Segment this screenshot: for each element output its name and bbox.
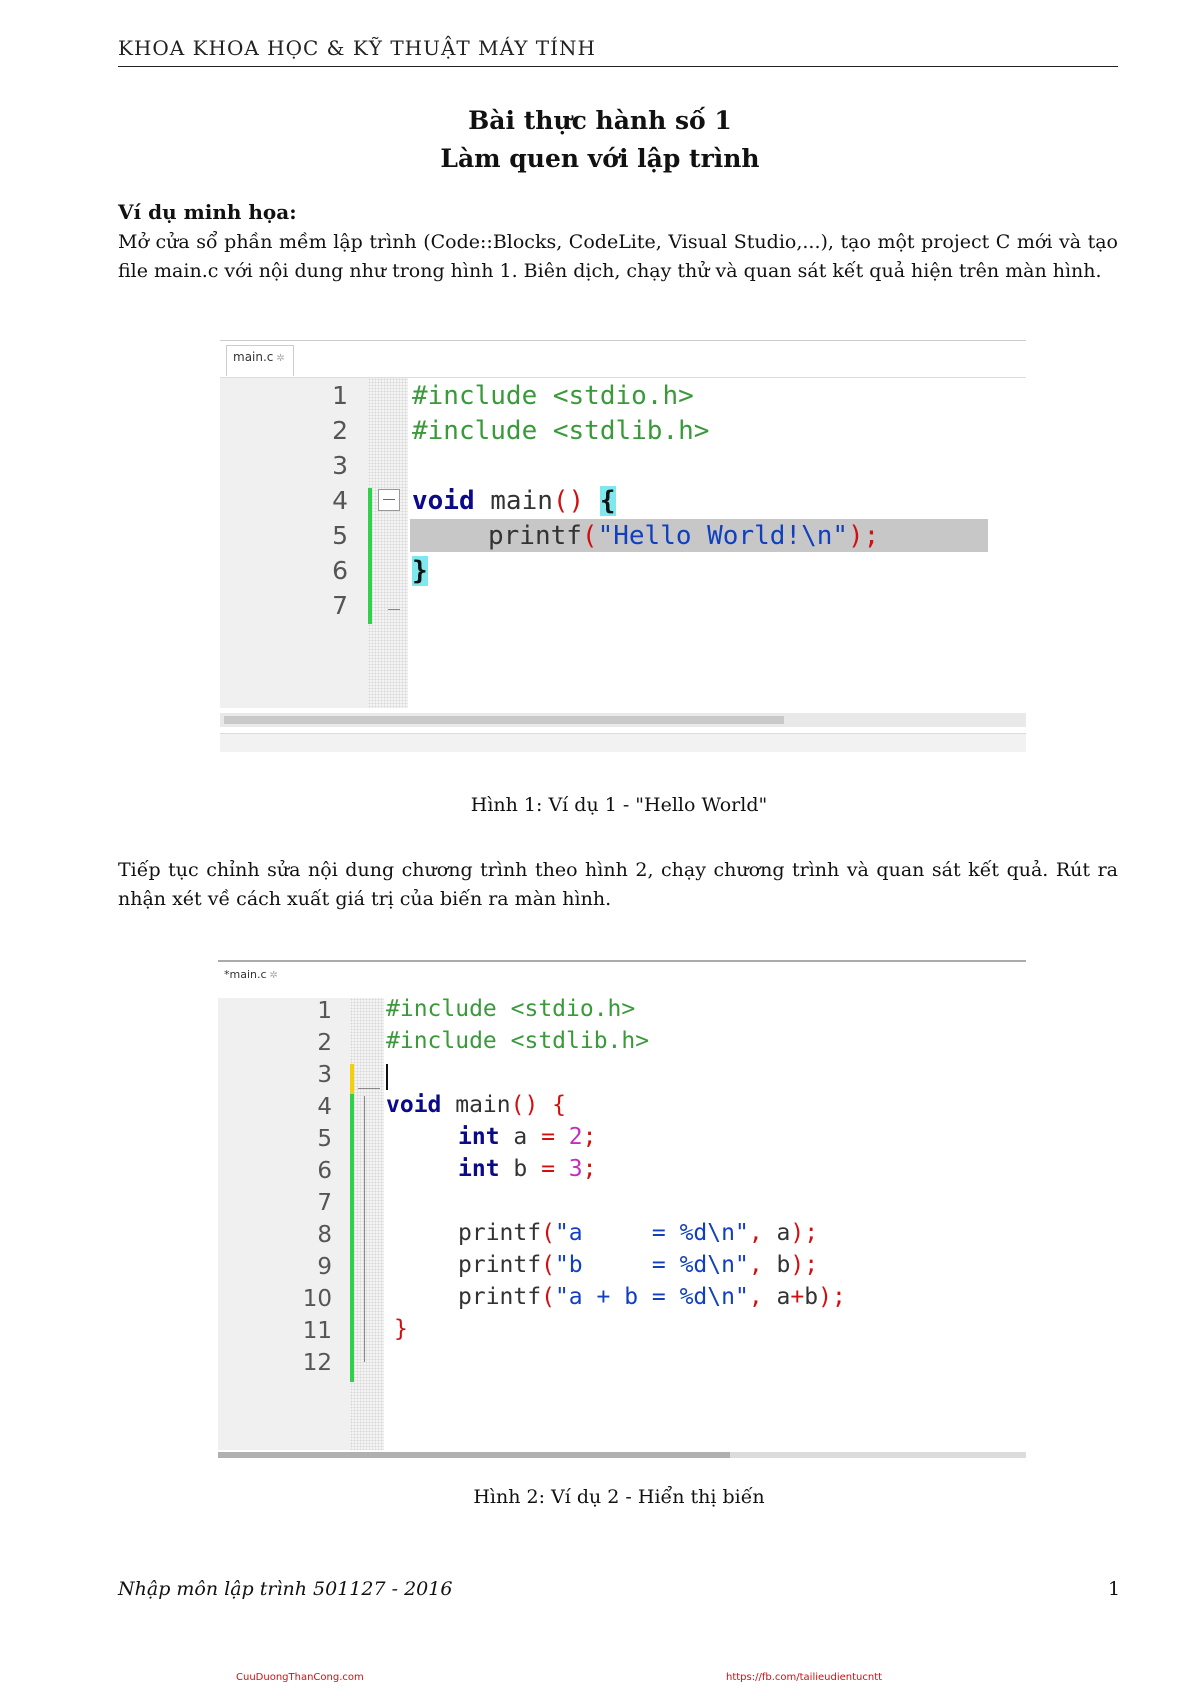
line-number: 3 — [317, 1062, 332, 1088]
fold-end-marker — [388, 609, 400, 610]
operator: = — [541, 1124, 555, 1150]
code-line-1[interactable]: #include <stdio.h> — [386, 996, 636, 1022]
line-number: 7 — [332, 591, 348, 620]
keyword: void — [412, 486, 475, 516]
operator: + — [790, 1284, 805, 1310]
comma: , — [748, 1220, 763, 1246]
brace-close: } — [394, 1316, 408, 1342]
tab-close-icon[interactable]: ✲ — [276, 353, 285, 364]
line-number: 6 — [317, 1158, 332, 1184]
code-line-4[interactable] — [412, 486, 616, 516]
function-name: printf — [458, 1220, 542, 1246]
argument: a — [762, 1220, 791, 1246]
keyword: int — [458, 1156, 500, 1182]
fold-guide-line — [364, 1096, 365, 1362]
scrollbar-thumb[interactable] — [218, 1452, 730, 1458]
change-marker — [350, 1094, 354, 1382]
editor-tabbar — [220, 341, 1026, 378]
variable: b — [499, 1156, 542, 1182]
paren-close: ); — [790, 1252, 819, 1278]
code-line-6[interactable] — [412, 556, 428, 586]
matched-brace-close: } — [412, 556, 428, 586]
code-line-5[interactable] — [488, 521, 879, 551]
header-rule — [118, 66, 1118, 67]
line-number: 1 — [317, 998, 332, 1024]
code-line-9[interactable] — [458, 1252, 818, 1278]
line-number: 4 — [317, 1094, 332, 1120]
line-number: 2 — [317, 1030, 332, 1056]
line-number: 7 — [317, 1190, 332, 1216]
function-name: printf — [458, 1252, 542, 1278]
function-name: main — [474, 486, 553, 516]
number-literal: 3 — [554, 1156, 583, 1182]
line-number: 10 — [302, 1286, 332, 1312]
string-literal: "b = %d\n" — [554, 1252, 749, 1278]
code-line-1[interactable]: #include <stdio.h> — [412, 381, 694, 411]
paren-open: ( — [581, 521, 598, 551]
fold-collapse-icon[interactable] — [378, 489, 400, 511]
code-editor-figure-1 — [220, 340, 1026, 767]
change-marker — [368, 488, 372, 624]
line-number: 11 — [302, 1318, 332, 1344]
line-number: 4 — [332, 486, 348, 515]
editor-tabbar — [218, 962, 1026, 992]
fold-margin — [350, 998, 384, 1450]
minus-icon — [383, 499, 395, 500]
figure-2-caption: Hình 2: Ví dụ 2 - Hiển thị biến — [473, 1486, 765, 1508]
tab-label: main.c — [233, 350, 274, 364]
argument: a — [762, 1284, 791, 1310]
function-name: main — [441, 1092, 511, 1118]
code-line-10[interactable] — [458, 1284, 846, 1310]
editor-status-strip — [220, 733, 1026, 752]
unsaved-change-marker — [350, 1064, 354, 1094]
tab-label: *main.c — [224, 968, 267, 981]
code-line-2[interactable]: #include <stdlib.h> — [412, 416, 710, 446]
function-name: printf — [488, 521, 582, 551]
code-line-6[interactable] — [458, 1156, 597, 1182]
file-tab-main-c[interactable] — [226, 345, 294, 376]
section-heading: Ví dụ minh họa: — [118, 200, 297, 224]
argument: b — [762, 1252, 791, 1278]
watermark-left[interactable]: CuuDuongThanCong.com — [236, 1672, 364, 1683]
line-number: 12 — [302, 1350, 332, 1376]
paren-open: ( — [541, 1252, 555, 1278]
instruction-paragraph: Tiếp tục chỉnh sửa nội dung chương trình theo hình 2, chạy chương trình và quan sát kết quả. Rút ra nhận xét về cách xuất giá trị của biến ra màn hình. — [118, 859, 1118, 910]
parens-brace: () { — [510, 1092, 567, 1118]
line-number: 8 — [317, 1222, 332, 1248]
line-number: 5 — [317, 1126, 332, 1152]
code-line-8[interactable] — [458, 1220, 818, 1246]
paren-open: ( — [541, 1284, 555, 1310]
page-number: 1 — [1108, 1578, 1121, 1600]
page-header: KHOA KHOA HỌC & KỸ THUẬT MÁY TÍNH — [118, 36, 596, 60]
line-number: 6 — [332, 556, 348, 585]
paren-close: ); — [790, 1220, 819, 1246]
operator: = — [541, 1156, 555, 1182]
intro-paragraph: Mở cửa sổ phần mềm lập trình (Code::Blocks, CodeLite, Visual Studio,...), tạo một project C mới và tạo file main.c với nội dung như trong hình 1. Biên dịch, chạy thử và quan sát kết quả hiện trên màn hình. — [118, 231, 1118, 282]
code-editor-figure-2 — [218, 960, 1026, 1460]
footer-course-label: Nhập môn lập trình 501127 - 2016 — [118, 1578, 453, 1600]
tab-close-icon[interactable]: ✲ — [269, 970, 278, 981]
semicolon: ; — [582, 1156, 597, 1182]
code-line-4[interactable] — [386, 1092, 566, 1118]
semicolon: ; — [582, 1124, 597, 1150]
parens: () — [552, 486, 585, 516]
line-number: 3 — [332, 451, 348, 480]
page-subtitle: Làm quen với lập trình — [440, 144, 760, 173]
fold-margin — [368, 378, 408, 708]
code-line-11[interactable] — [394, 1316, 408, 1342]
paren-open: ( — [541, 1220, 555, 1246]
fold-collapse-icon[interactable] — [358, 1088, 380, 1089]
string-literal: "a = %d\n" — [554, 1220, 749, 1246]
paren-close: ); — [848, 521, 880, 551]
matched-brace-open: { — [599, 486, 616, 516]
number-literal: 2 — [554, 1124, 583, 1150]
comma: , — [748, 1284, 763, 1310]
keyword: void — [386, 1092, 442, 1118]
comma: , — [748, 1252, 763, 1278]
text-cursor — [386, 1064, 388, 1090]
line-number: 5 — [332, 521, 348, 550]
code-line-5[interactable] — [458, 1124, 597, 1150]
line-number: 2 — [332, 416, 348, 445]
function-name: printf — [458, 1284, 542, 1310]
code-line-2[interactable]: #include <stdlib.h> — [386, 1028, 650, 1054]
watermark-right[interactable]: https://fb.com/tailieudientucntt — [726, 1672, 883, 1683]
figure-1-caption: Hình 1: Ví dụ 1 - "Hello World" — [470, 794, 768, 816]
paren-close: ); — [818, 1284, 846, 1310]
argument: b — [804, 1284, 819, 1310]
keyword: int — [458, 1124, 500, 1150]
page-title: Bài thực hành số 1 — [468, 106, 732, 135]
line-number: 1 — [332, 381, 348, 410]
variable: a — [499, 1124, 542, 1150]
string-literal: "a + b = %d\n" — [554, 1284, 749, 1310]
line-number: 9 — [317, 1254, 332, 1280]
file-tab-main-c[interactable] — [224, 968, 278, 981]
scrollbar-thumb[interactable] — [224, 716, 784, 724]
string-literal: "Hello World!\n" — [597, 521, 849, 551]
